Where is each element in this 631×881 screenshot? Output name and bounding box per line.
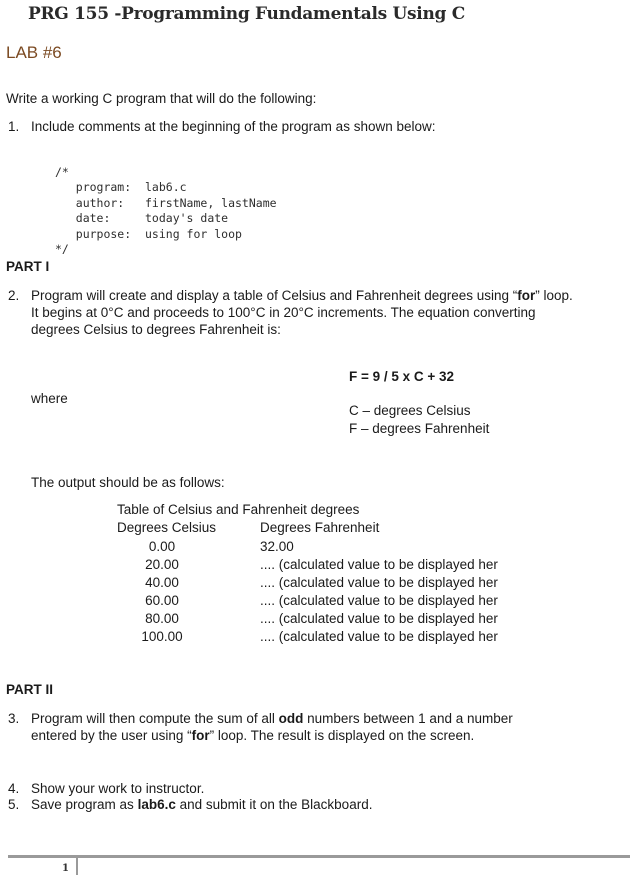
table-cell-fahrenheit: .... (calculated value to be displayed her	[260, 611, 498, 626]
lab-title: LAB #6	[6, 43, 62, 62]
item-2-number: 2.	[8, 288, 20, 303]
comment-line: program: lab6.c	[55, 180, 187, 194]
table-cell-celsius: 0.00	[148, 539, 176, 554]
item-5-number: 5.	[8, 797, 20, 812]
comment-block	[55, 149, 277, 273]
table-title: Table of Celsius and Fahrenheit degrees	[117, 502, 360, 517]
table-cell-fahrenheit: .... (calculated value to be displayed her	[260, 557, 498, 572]
intro-text: Write a working C program that will do the following:	[6, 91, 317, 106]
item-2-line-3: degrees Celsius to degrees Fahrenheit is:	[31, 322, 281, 337]
footer-divider	[8, 855, 630, 858]
item-1-number: 1.	[8, 119, 20, 134]
comment-line: date: today's date	[55, 211, 229, 225]
table-header-fahrenheit: Degrees Fahrenheit	[260, 520, 380, 535]
table-cell-fahrenheit: .... (calculated value to be displayed her	[260, 593, 498, 608]
table-cell-celsius: 80.00	[145, 611, 179, 626]
part-1-heading: PART I	[6, 259, 50, 274]
item-3-line-2: entered by the user using “for” loop. The result is displayed on the screen.	[31, 728, 475, 743]
item-4-number: 4.	[8, 781, 20, 796]
table-cell-celsius: 100.00	[141, 629, 183, 644]
item-4-text: Show your work to instructor.	[31, 781, 205, 796]
item-2-line-2: It begins at 0°C and proceeds to 100°C in 20°C increments. The equation converting	[31, 305, 536, 320]
table-cell-celsius: 40.00	[145, 575, 179, 590]
table-cell-fahrenheit: .... (calculated value to be displayed her	[260, 575, 498, 590]
comment-line: author: firstName, lastName	[55, 195, 277, 210]
comment-line: */	[55, 242, 69, 256]
table-cell-fahrenheit: .... (calculated value to be displayed her	[260, 629, 498, 644]
footer-divider-tick	[76, 855, 78, 875]
table-cell-celsius: 60.00	[145, 593, 179, 608]
comment-line: purpose: using for loop	[55, 226, 242, 241]
definition-fahrenheit: F – degrees Fahrenheit	[349, 421, 490, 436]
output-intro: The output should be as follows:	[31, 475, 225, 490]
table-header-celsius: Degrees Celsius	[117, 520, 217, 535]
comment-line: /*	[55, 164, 69, 179]
item-2-line-1: Program will create and display a table of Celsius and Fahrenheit degrees using “for” loop.	[31, 288, 573, 303]
table-cell-fahrenheit: 32.00	[260, 539, 294, 554]
table-cell-celsius: 20.00	[145, 557, 179, 572]
part-2-heading: PART II	[6, 682, 53, 697]
document-header-title: PRG 155 -Programming Fundamentals Using C	[28, 4, 465, 24]
item-1-text: Include comments at the beginning of the program as shown below:	[31, 119, 436, 134]
equation: F = 9 / 5 x C + 32	[349, 369, 455, 384]
item-5-text: Save program as lab6.c and submit it on the Blackboard.	[31, 797, 373, 812]
item-3-line-1: Program will then compute the sum of all odd numbers between 1 and a number	[31, 711, 513, 726]
page-number: 1	[62, 863, 69, 874]
definition-celsius: C – degrees Celsius	[349, 403, 471, 418]
where-label: where	[31, 391, 68, 406]
item-3-number: 3.	[8, 711, 20, 726]
